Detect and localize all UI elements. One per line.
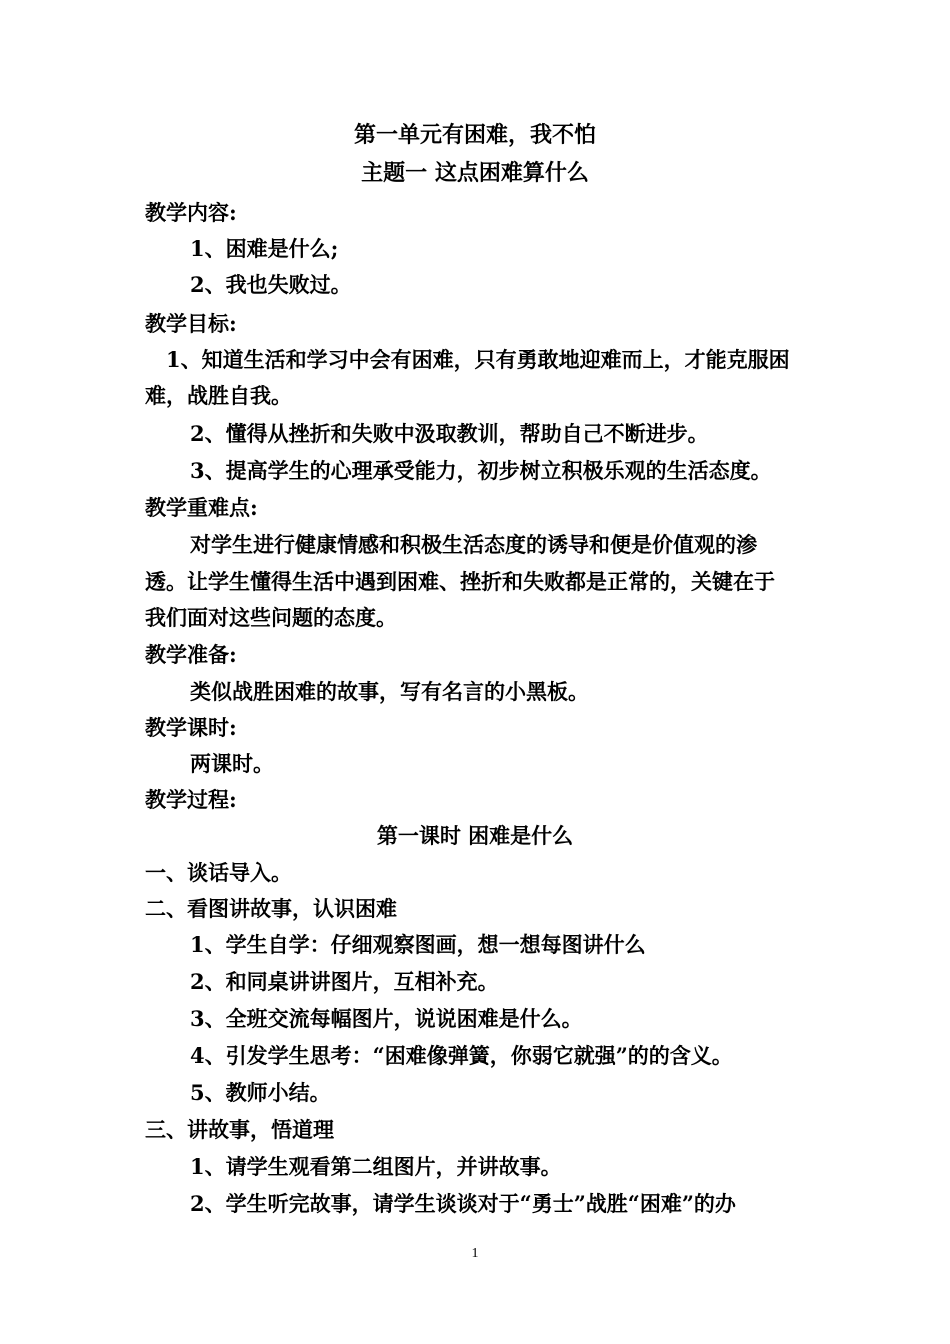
goals-item-1-line-1: 1、知道生活和学习中会有困难，只有勇敢地迎难而上，才能克服困 [166, 347, 790, 372]
step-2-item-1: 1、学生自学：仔细观察图画，想一想每图讲什么 [190, 932, 646, 957]
step-2-item-2: 2、和同桌讲讲图片，互相补充。 [190, 969, 499, 994]
key-points-line-3: 我们面对这些问题的态度。 [145, 605, 397, 630]
key-points-line-2: 透。让学生懂得生活中遇到困难、挫折和失败都是正常的，关键在于 [145, 569, 775, 594]
goals-item-1-line-2: 难，战胜自我。 [145, 383, 292, 408]
key-points-heading: 教学重难点: [145, 495, 258, 520]
step-3-item-2: 2、学生听完故事，请学生谈谈对于“勇士”战胜“困难”的办 [190, 1191, 736, 1216]
content-item-1: 1、困难是什么; [190, 236, 339, 261]
step-2-item-5: 5、教师小结。 [190, 1080, 331, 1105]
document-title: 第一单元有困难，我不怕 [353, 122, 596, 148]
content-item-2: 2、我也失败过。 [190, 272, 352, 297]
document-subtitle: 主题一 这点困难算什么 [361, 160, 589, 186]
step-2: 二、看图讲故事，认识困难 [145, 896, 397, 921]
goals-item-3: 3、提高学生的心理承受能力，初步树立积极乐观的生活态度。 [190, 458, 772, 483]
key-points-line-1: 对学生进行健康情感和积极生活态度的诱导和便是价值观的渗 [190, 532, 757, 557]
lesson-title: 第一课时 困难是什么 [376, 823, 574, 848]
page-number: 1 [471, 1246, 479, 1261]
preparation-text: 类似战胜困难的故事，写有名言的小黑板。 [190, 679, 589, 704]
periods-heading: 教学课时: [145, 715, 237, 740]
step-3: 三、讲故事，悟道理 [145, 1117, 334, 1142]
goals-item-2: 2、懂得从挫折和失败中汲取教训，帮助自己不断进步。 [190, 421, 709, 446]
step-3-item-1: 1、请学生观看第二组图片，并讲故事。 [190, 1154, 562, 1179]
content-heading: 教学内容: [145, 200, 237, 225]
step-2-item-3: 3、全班交流每幅图片，说说困难是什么。 [190, 1006, 583, 1031]
process-heading: 教学过程: [145, 787, 237, 812]
step-2-item-4: 4、引发学生思考：“困难像弹簧，你弱它就强”的的含义。 [190, 1043, 733, 1068]
preparation-heading: 教学准备: [145, 642, 237, 667]
step-1: 一、谈话导入。 [145, 860, 292, 885]
periods-text: 两课时。 [190, 751, 274, 776]
goals-heading: 教学目标: [145, 311, 237, 336]
